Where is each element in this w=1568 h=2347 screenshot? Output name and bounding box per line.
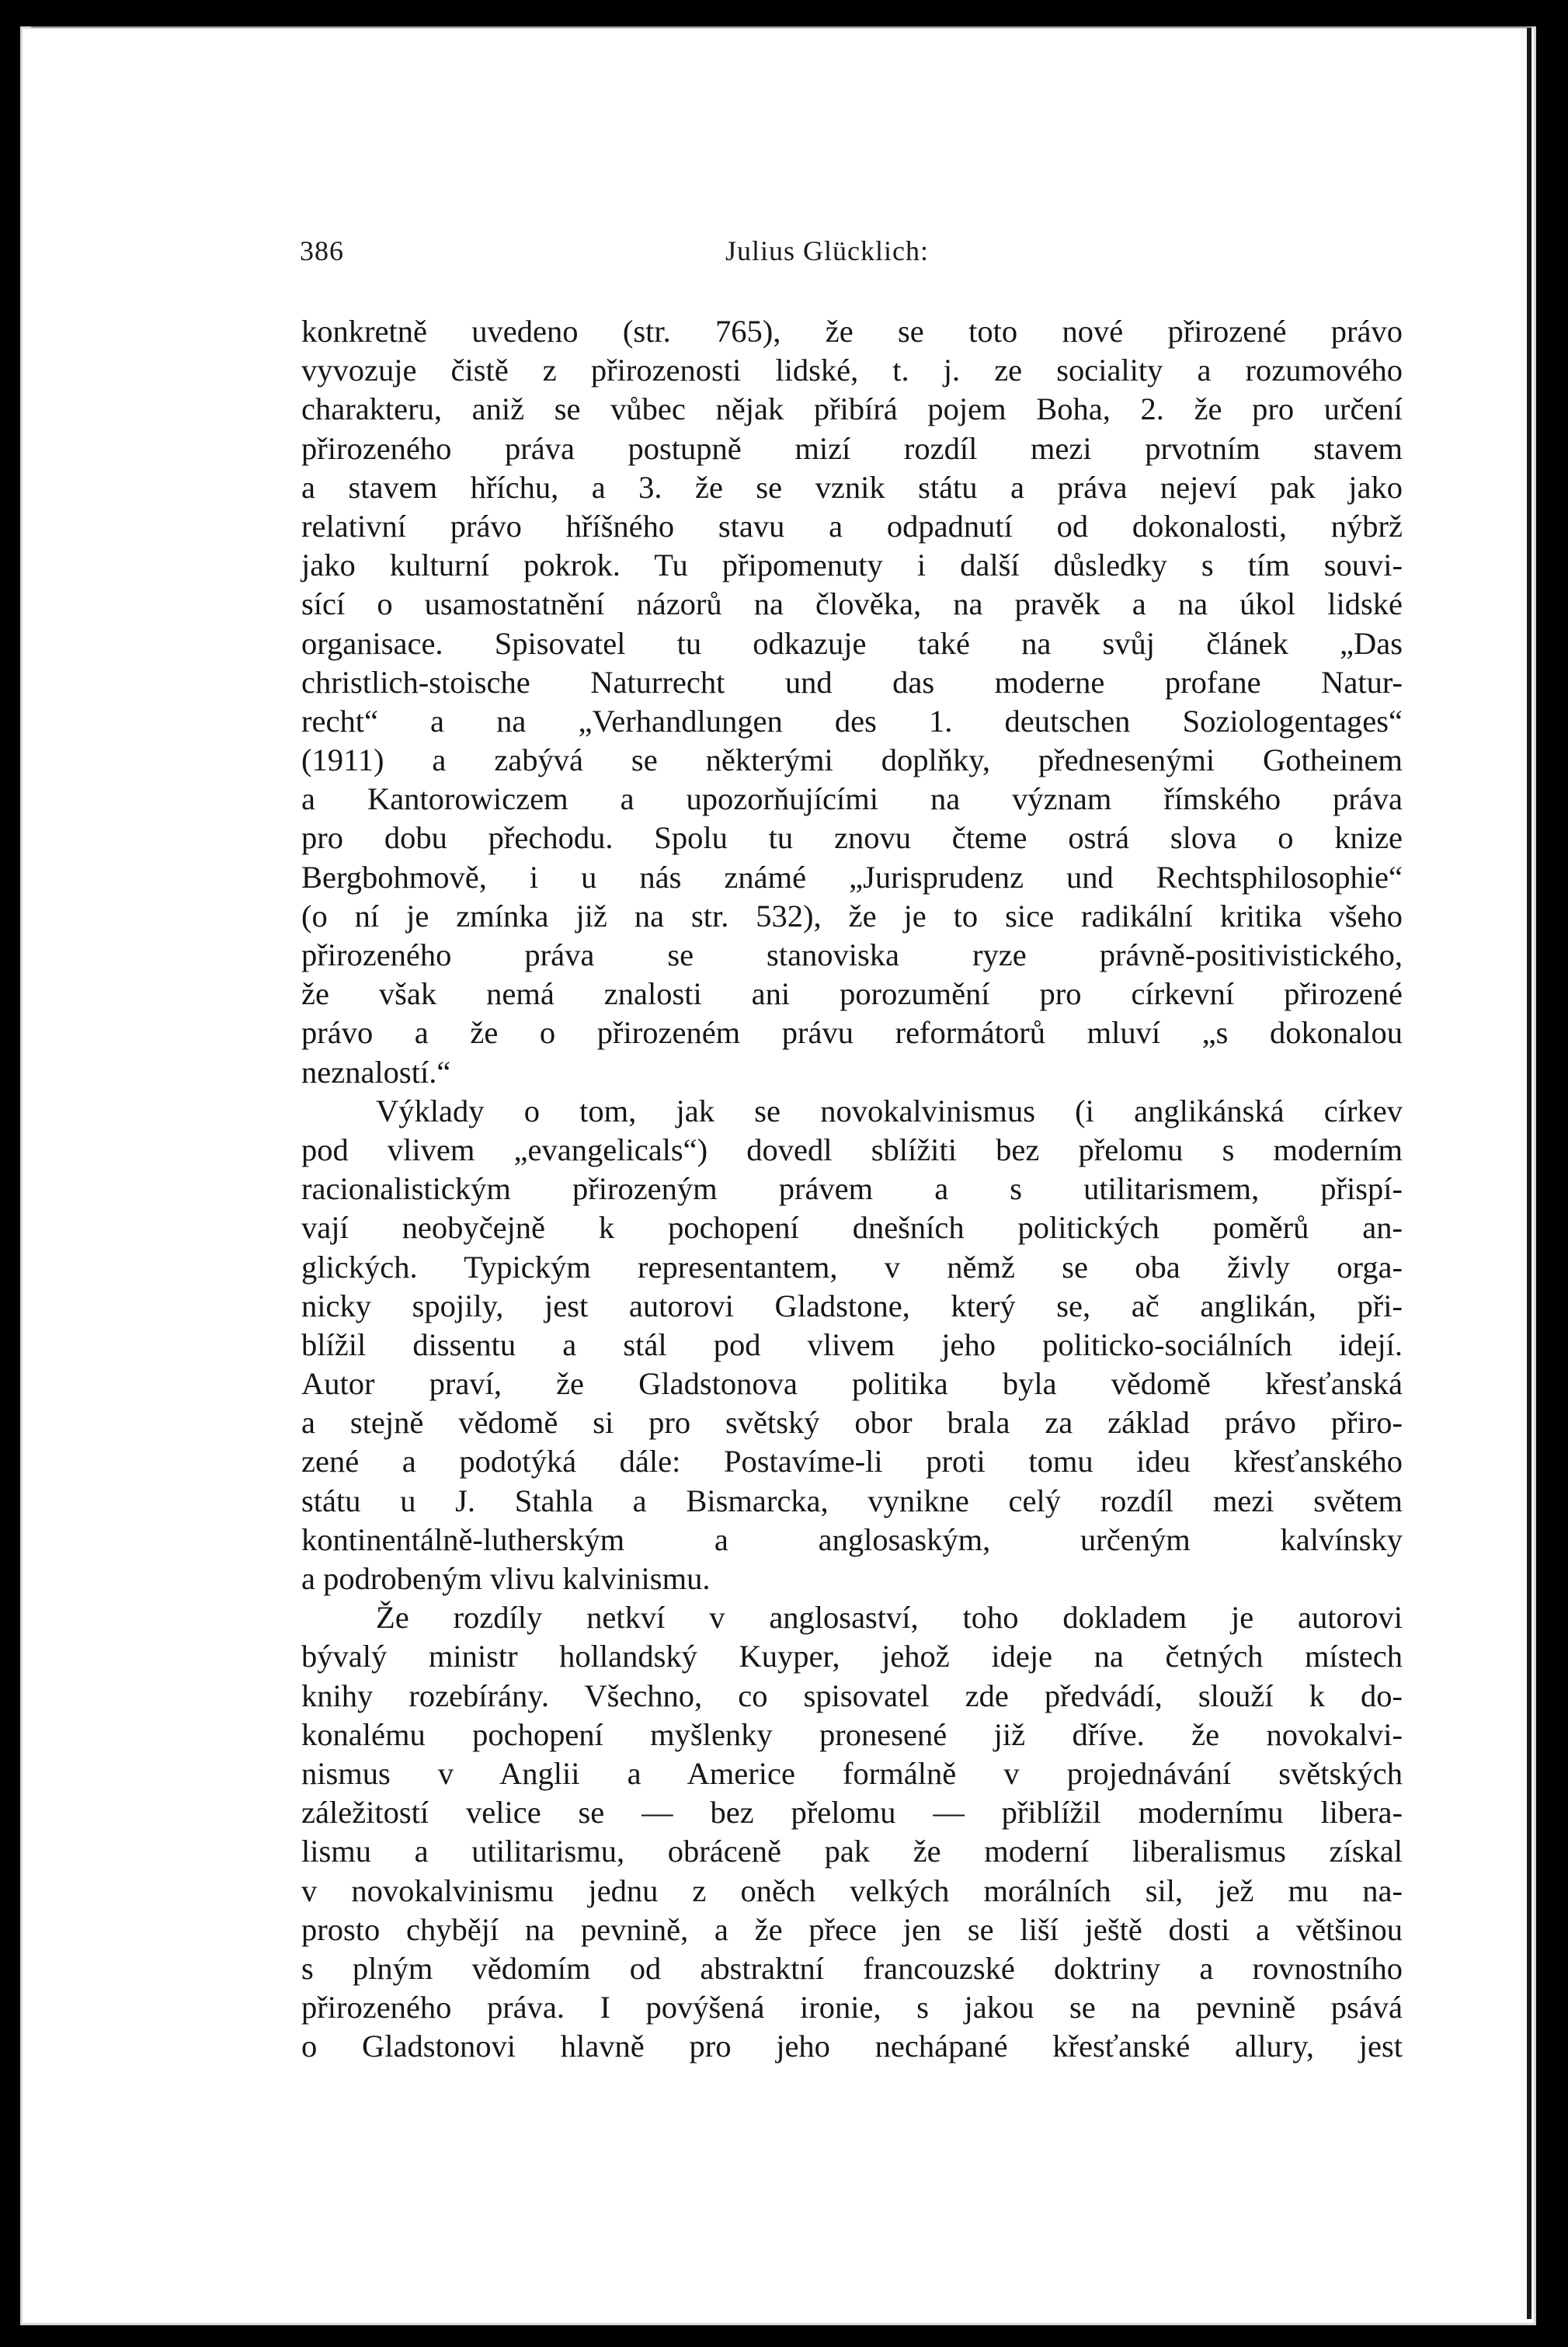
text-line: bývalý ministr hollandský Kuyper, jehož ideje na četných místech xyxy=(301,1639,1403,1674)
text-line: neznalostí.“ xyxy=(301,1054,451,1090)
text-line: zené a podotýká dále: Postavíme-li proti tomu ideu křesťanského xyxy=(301,1444,1403,1479)
text-line: přirozeného práva se stanoviska ryze právně-positivistického, xyxy=(301,937,1403,972)
text-line: recht“ a na „Verhandlungen des 1. deutschen Soziologentages“ xyxy=(301,703,1403,739)
text-line: přirozeného práva. I povýšená ironie, s jakou se na pevnině psává xyxy=(301,1990,1403,2025)
text-line: Výklady o tom, jak se novokalvinismus (i anglikánská církev xyxy=(376,1093,1403,1128)
text-line: a stavem hříchu, a 3. že se vznik státu a práva nejeví pak jako xyxy=(301,469,1403,505)
text-line: Že rozdíly netkví v anglosaství, toho dokladem je autorovi xyxy=(376,1600,1403,1636)
text-line: nismus v Anglii a Americe formálně v projednávání světských xyxy=(301,1755,1403,1791)
paragraph-1 xyxy=(301,312,1403,1092)
text-line: záležitostí velice se — bez přelomu — přiblížil modernímu libera- xyxy=(301,1795,1403,1831)
scan-right-edge-shadow xyxy=(1527,28,1531,2319)
text-line: pod vlivem „evangelicals“) dovedl sblížiti bez přelomu s moderním xyxy=(301,1132,1403,1167)
page-header xyxy=(300,235,1403,273)
text-line: v novokalvinismu jednu z oněch velkých morálních sil, jež mu na- xyxy=(301,1872,1403,1908)
text-line: konalému pochopení myšlenky pronesené již dříve. že novokalvi- xyxy=(301,1716,1403,1752)
text-line: jako kulturní pokrok. Tu připomenuty i další důsledky s tím souvi- xyxy=(301,548,1403,583)
text-line: kontinentálně-lutherským a anglosaským, určeným kalvínsky xyxy=(301,1521,1403,1557)
text-line: konkretně uvedeno (str. 765), že se toto nové přirozené právo xyxy=(301,314,1403,349)
text-line: vyvozuje čistě z přirozenosti lidské, t. j. ze sociality a rozumového xyxy=(301,353,1403,388)
text-line: nicky spojily, jest autorovi Gladstone, který se, ač anglikán, při- xyxy=(301,1288,1403,1323)
text-line: pro dobu přechodu. Spolu tu znovu čteme ostrá slova o knize xyxy=(301,820,1403,856)
text-line: s plným vědomím od abstraktní francouzské doktriny a rovnostního xyxy=(301,1950,1403,1986)
scan-top-border xyxy=(31,26,1531,28)
text-line: lismu a utilitarismu, obráceně pak že moderní liberalismus získal xyxy=(301,1834,1403,1869)
text-line: Autor praví, že Gladstonova politika byla vědomě křesťanská xyxy=(301,1366,1403,1402)
text-line: christlich-stoische Naturrecht und das moderne profane Natur- xyxy=(301,664,1403,700)
paragraph-3 xyxy=(301,1598,1403,2066)
text-line: organisace. Spisovatel tu odkazuje také na svůj článek „Das xyxy=(301,625,1403,661)
text-line: právo a že o přirozeném právu reformátorů mluví „s dokonalou xyxy=(301,1015,1403,1051)
text-line: přirozeného práva postupně mizí rozdíl mezi prvotním stavem xyxy=(301,430,1403,466)
text-line: Bergbohmově, i u nás známé „Jurisprudenz und Rechtsphilosophie“ xyxy=(301,859,1403,895)
text-line: sící o usamostatnění názorů na člověka, na pravěk a na úkol lidské xyxy=(301,586,1403,622)
body-text xyxy=(301,312,1403,2066)
text-line: a Kantorowiczem a upozorňujícími na význam římského práva xyxy=(301,781,1403,817)
text-line: a stejně vědomě si pro světský obor brala za základ právo přiro- xyxy=(301,1405,1403,1441)
text-line: o Gladstonovi hlavně pro jeho nechápané křesťanské allury, jest xyxy=(301,2029,1403,2064)
page-number: 386 xyxy=(300,235,344,266)
text-line: glických. Typickým representantem, v němž se oba živly orga- xyxy=(301,1249,1403,1285)
text-line: (1911) a zabývá se některými doplňky, přednesenými Gotheinem xyxy=(301,742,1403,778)
text-line: racionalistickým přirozeným právem a s utilitarismem, přispí- xyxy=(301,1171,1403,1207)
text-line: a podrobeným vlivu kalvinismu. xyxy=(301,1561,711,1596)
paragraph-2 xyxy=(301,1092,1403,1598)
text-line: že však nemá znalosti ani porozumění pro církevní přirozené xyxy=(301,976,1403,1012)
text-line: relativní právo hříšného stavu a odpadnutí od dokonalosti, nýbrž xyxy=(301,508,1403,544)
running-head: Julius Glücklich: xyxy=(725,235,929,266)
text-line: charakteru, aniž se vůbec nějak přibírá pojem Boha, 2. že pro určení xyxy=(301,391,1403,427)
text-line: vají neobyčejně k pochopení dnešních politických poměrů an- xyxy=(301,1210,1403,1246)
text-line: blížil dissentu a stál pod vlivem jeho politicko-sociálních idejí. xyxy=(301,1326,1403,1362)
text-line: (o ní je zmínka již na str. 532), že je to sice radikální kritika všeho xyxy=(301,898,1403,934)
text-line: prosto chybějí na pevnině, a že přece jen se liší ještě dosti a většinou xyxy=(301,1911,1403,1947)
text-line: státu u J. Stahla a Bismarcka, vynikne celý rozdíl mezi světem xyxy=(301,1483,1403,1518)
text-line: knihy rozebírány. Všechno, co spisovatel zde předvádí, slouží k do- xyxy=(301,1678,1403,1713)
